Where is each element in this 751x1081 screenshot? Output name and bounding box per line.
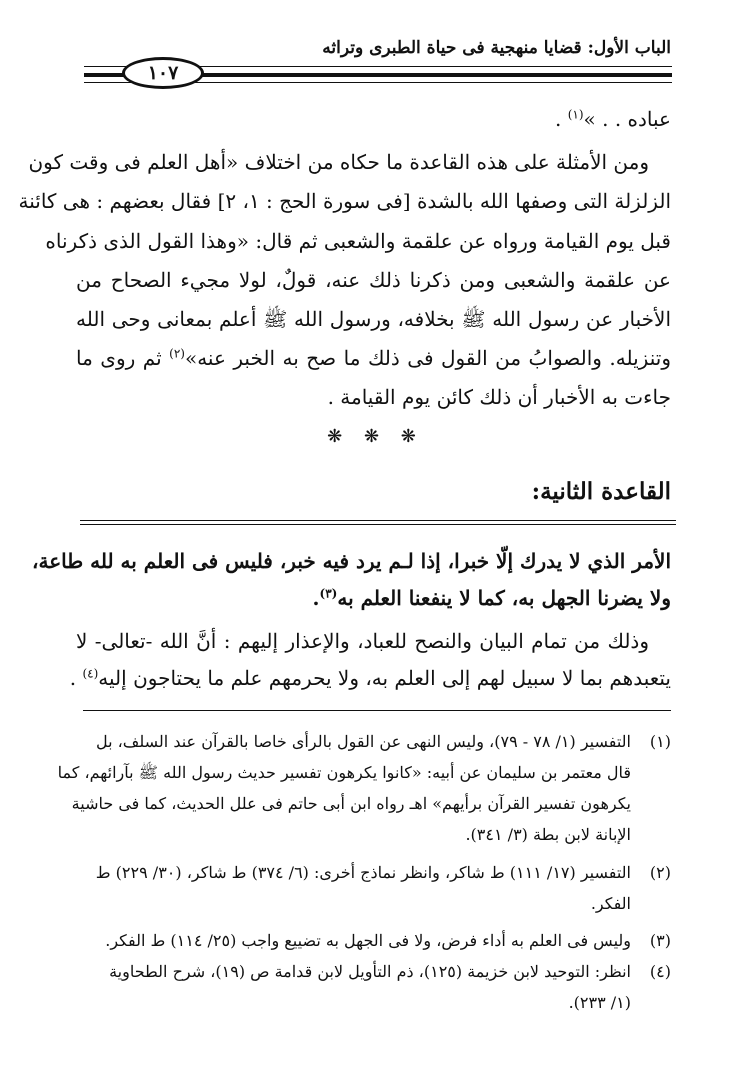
footnote-number: (٣) [649, 931, 671, 950]
text-line: ومن الأمثلة على هذه القاعدة ما حكاه من اختلاف «أهل العلم فى وقت كون [28, 150, 649, 174]
footnote-number: (٢) [649, 863, 671, 882]
text-line [76, 103, 671, 135]
text-fragment: عباده . . » [583, 107, 671, 131]
footnote-number: (١) [649, 732, 671, 751]
footnote [76, 926, 671, 955]
text-line: وذلك من تمام البيان والنصح للعباد، والإعذار إليهم : أنَّ الله -تعالى- لا [76, 629, 649, 653]
footnote-line: الإبانة لابن بطة (٣/ ٣٤١). [465, 825, 631, 844]
text-fragment: يتعبدهم بما لا سبيل لهم إلى العلم به، ولا يحرمهم علم ما يحتاجون إليه [98, 666, 671, 690]
footnote-ref: (٢) [169, 346, 185, 361]
footnote [76, 727, 671, 756]
footnote [76, 957, 671, 986]
rule-line [76, 582, 671, 614]
text-line: قبل يوم القيامة ورواه عن علقمة والشعبى ثم قال: «وهذا القول الذى ذكرناه [45, 229, 671, 253]
heading-rule [80, 524, 676, 525]
footnote-rule [83, 710, 671, 711]
text-fragment: ولا يضرنا الجهل به، كما لا ينفعنا العلم به [337, 586, 671, 610]
text-fragment: . [69, 666, 83, 690]
text-fragment: وتنزيله. والصوابُ من القول فى ذلك ما صح به الخبر عنه» [184, 346, 671, 370]
text-fragment: . [312, 586, 320, 610]
text-line: عن علقمة والشعبى ومن ذكرنا ذلك عنه، قولٌ، لولا مجيء الصحاح من [76, 268, 671, 292]
page-number: ١٠٧ [147, 62, 179, 84]
footnote-text: التفسير (١/ ٧٨ - ٧٩)، وليس النهى عن القول بالرأى خاصا بالقرآن عند السلف، بل [95, 732, 631, 751]
section-heading: القاعدة الثانية: [531, 478, 671, 505]
running-title: الباب الأول: قضايا منهجية فى حياة الطبرى وتراثه [322, 38, 671, 58]
section-separator: ❋ ❋ ❋ [327, 426, 424, 447]
footnote-ref: (٣) [319, 586, 338, 601]
text-line [76, 342, 671, 374]
footnote-number: (٤) [649, 962, 671, 981]
footnote-ref: (١) [567, 107, 584, 122]
footnote-ref: (٤) [82, 666, 99, 681]
text-line: جاءت به الأخبار أن ذلك كائن يوم القيامة . [327, 385, 671, 409]
text-line: الأخبار عن رسول الله ﷺ بخلافه، ورسول الله ﷺ أعلم بمعانى وحى الله [76, 307, 671, 331]
footnote-text: وليس فى العلم به أداء فرض، ولا فى الجهل به تضييع واجب (٢٥/ ١١٤) ط الفكر. [105, 931, 631, 950]
footnote [76, 858, 671, 887]
footnote-text: انظر: التوحيد لابن خزيمة (١٢٥)، ذم التأويل لابن قدامة ص (١٩)، شرح الطحاوية [109, 962, 631, 981]
heading-rule [80, 520, 676, 521]
page-number-oval [122, 57, 204, 89]
footnote-line: قال معتمر بن سليمان عن أبيه: «كانوا يكرهون تفسير حديث رسول الله ﷺ بآرائهم، كما [57, 763, 631, 782]
rule-line: الأمر الذي لا يدرك إلّا خبرا، إذا لـم يرد فيه خبر، فليس فى العلم به لله طاعة، [32, 549, 671, 573]
text-line: الزلزلة التى وصفها الله بالشدة [فى سورة الحج : ١، ٢] فقال بعضهم : هى كائنة [18, 189, 671, 213]
text-fragment: . [554, 107, 568, 131]
footnote-line: (١/ ٢٣٣). [568, 993, 631, 1012]
footnote-line: الفكر. [590, 894, 631, 913]
footnote-line: يكرهون تفسير القرآن برأيهم» اهـ رواه ابن أبى حاتم فى علل الحديث، كما فى حاشية [71, 794, 631, 813]
text-line [69, 662, 671, 694]
footnote-text: التفسير (١٧/ ١١١) ط شاكر، وانظر نماذج أخرى: (٦/ ٣٧٤) ط شاكر، (٣٠/ ٢٢٩) ط [95, 863, 631, 882]
text-fragment: ثم روى ما [76, 346, 170, 370]
